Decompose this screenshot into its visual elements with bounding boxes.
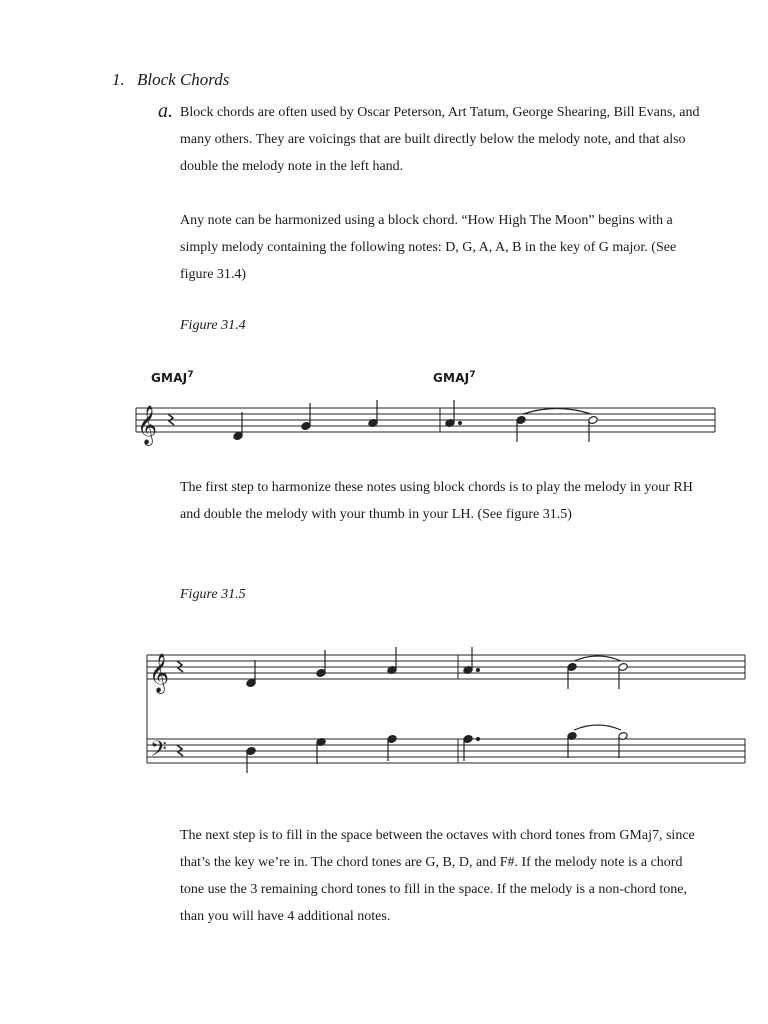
- figure-31-5-treble-notes: [246, 647, 628, 689]
- figure-31-5-bass-notes: [246, 725, 628, 773]
- figure-31-5-barlines: [147, 655, 745, 763]
- figure-31-5-bass-staff: [147, 739, 745, 763]
- chord-symbol-2: GMAJ$^7$: [433, 370, 476, 385]
- figure-31-5-treble-staff: [147, 655, 745, 679]
- paragraph-4: The next step is to fill in the space between the octaves with chord tones from GMaj7, since that’s the key we’re in. The chord tones are G, B, D, and F#. If the melody note is a chord tone use the 3 remaining chord tones to fill in the space. If the melody is a non-chord tone, than you will have 4 additional notes.: [180, 828, 695, 924]
- paragraph-next-step: [180, 822, 700, 930]
- paragraph-2: Any note can be harmonized using a block chord. “How High The Moon” begins with a simply melody containing the following notes: D, G, A, A, B in the key of G major. (See figure 31.4): [180, 213, 677, 282]
- chord-symbol-1: GMAJ$^7$: [151, 370, 194, 385]
- paragraph-1: Block chords are often used by Oscar Peterson, Art Tatum, George Shearing, Bill Evans, and many others. They are voicings that are built directly below the melody note, and that also double the melody note in the left hand.: [180, 105, 700, 174]
- figure-31-5-label: Figure 31.5: [180, 587, 246, 602]
- figure-31-4-notes: [233, 400, 598, 442]
- treble-clef-icon: 𝄞: [149, 653, 170, 693]
- figure-31-4-staff: [136, 408, 715, 432]
- paragraph-3: The first step to harmonize these notes using block chords is to play the melody in your RH and double the melody with your thumb in your LH. (See figure 31.5): [180, 480, 693, 522]
- subsection-marker: a.: [158, 100, 173, 122]
- bass-clef-icon: 𝄢: [150, 737, 167, 767]
- section-title: Block Chords: [137, 70, 230, 89]
- figure-31-4-label: Figure 31.4: [180, 318, 246, 333]
- section-number: 1.: [112, 70, 125, 89]
- paragraph-first-step: [180, 474, 700, 528]
- treble-clef-icon: 𝄞: [137, 405, 158, 445]
